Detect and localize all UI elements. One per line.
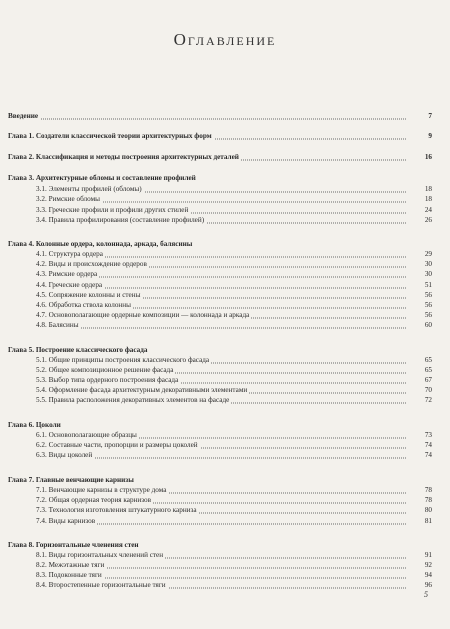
toc-page-number: 18 <box>408 184 432 194</box>
toc-entry-title: 5.5. Правила расположения декоративных элементов на фасаде <box>36 396 230 404</box>
toc-entry-title: 4.5. Сопряжение колонны и стены <box>36 291 141 299</box>
toc-entry-title: 4.2. Виды и происхождение ордеров <box>36 260 147 268</box>
toc-page-number: 18 <box>408 194 432 204</box>
toc-page-number: 16 <box>408 152 432 162</box>
toc-entry-title: 3.3. Греческие профили и профили других стилей <box>36 206 189 214</box>
toc-section <box>0 395 450 405</box>
toc-page-number: 78 <box>408 495 432 505</box>
toc-entry-title: Глава 8. Горизонтальные членения стен <box>8 541 139 549</box>
toc-entry-title: 3.4. Правила профилирования (составление профилей) <box>36 216 205 224</box>
toc-page-number: 26 <box>408 215 432 225</box>
toc-page-number: 30 <box>408 269 432 279</box>
toc-section <box>0 580 450 590</box>
toc-entry-title: 5.2. Общее композиционное решение фасада <box>36 366 174 374</box>
toc-page-number: 9 <box>408 131 432 141</box>
toc-entry-title: Глава 3. Архитектурные обломы и составление профилей <box>8 174 196 182</box>
toc-chapter <box>0 131 450 141</box>
page-title: Оглавление <box>173 30 277 49</box>
toc-entry-title: 4.3. Римские ордера <box>36 270 98 278</box>
toc-section <box>0 320 450 330</box>
toc-page-number: 56 <box>408 300 432 310</box>
toc-page-number: 92 <box>408 560 432 570</box>
toc-entry-title: 4.7. Основополагающие ордерные композиции — колоннада и аркада <box>36 311 250 319</box>
toc-page-number: 29 <box>408 249 432 259</box>
toc-page-number: 65 <box>408 365 432 375</box>
toc-entry-title: 5.4. Оформление фасада архитектурным декоративными элементами <box>36 386 248 394</box>
toc-page-number: 67 <box>408 375 432 385</box>
toc-entry-title: 6.1. Основополагающие образцы <box>36 431 137 439</box>
toc-entry-title: Глава 4. Колонные ордера, колоннада, аркада, балясины <box>8 240 193 248</box>
toc-entry-title: 3.2. Римские обломы <box>36 195 100 203</box>
toc-entry-title: 8.2. Межэтажные тяги <box>36 561 105 569</box>
page-number: 5 <box>424 590 428 599</box>
toc-entry-title: 4.1. Структура ордера <box>36 250 103 258</box>
toc-entry-title: 3.1. Элементы профилей (обломы) <box>36 185 142 193</box>
toc-page-number: 96 <box>408 580 432 590</box>
toc-page-number: 70 <box>408 385 432 395</box>
toc-page-number: 24 <box>408 205 432 215</box>
toc-section <box>0 516 450 526</box>
toc-page-number: 80 <box>408 505 432 515</box>
toc-page-number: 65 <box>408 355 432 365</box>
toc-page-number: 51 <box>408 280 432 290</box>
toc-entry-title: Глава 1. Создатели классической теории архитектурных форм <box>8 132 212 140</box>
toc-entry-title: 8.1. Виды горизонтальных членений стен <box>36 551 164 559</box>
toc-chapter <box>0 111 450 121</box>
toc-page-number: 78 <box>408 485 432 495</box>
toc-entry-title: 4.8. Балясины <box>36 321 79 329</box>
toc-entry-title: 7.2. Общая ордерная теория карнизов <box>36 496 152 504</box>
toc-entry-title: Глава 2. Классификация и методы построения архитектурных деталей <box>8 153 239 161</box>
toc-chapter <box>0 152 450 162</box>
toc-page-number: 74 <box>408 440 432 450</box>
toc-page-number: 7 <box>408 111 432 121</box>
toc-section <box>0 450 450 460</box>
toc-page-number: 56 <box>408 290 432 300</box>
toc-page-number: 73 <box>408 430 432 440</box>
toc-entry-title: Глава 7. Главные венчающие карнизы <box>8 476 134 484</box>
toc-entry-title: Введение <box>8 112 39 120</box>
toc-entry-title: 5.1. Общие принципы построения классического фасада <box>36 356 210 364</box>
toc-page-number: 91 <box>408 550 432 560</box>
toc-entry-title: 4.6. Обработка ствола колонны <box>36 301 131 309</box>
toc-entry-title: 6.3. Виды цоколей <box>36 451 93 459</box>
toc-entry-title: 7.3. Технология изготовления штукатурного карниза <box>36 506 197 514</box>
toc-page-number: 56 <box>408 310 432 320</box>
toc-page-number: 60 <box>408 320 432 330</box>
dot-leader <box>8 109 406 120</box>
toc-entry-title: 5.3. Выбор типа ордерного построения фасада <box>36 376 179 384</box>
toc-page-number: 81 <box>408 516 432 526</box>
toc-section <box>0 215 450 225</box>
toc-entry-title: 7.1. Венчающие карнизы в структуре дома <box>36 486 167 494</box>
toc-page-number: 72 <box>408 395 432 405</box>
toc-entry-title: 8.3. Подоконные тяги <box>36 571 102 579</box>
toc-entry-title: 4.4. Греческие ордера <box>36 281 103 289</box>
toc-entry-title: 8.4. Второстепенные горизонтальные тяги <box>36 581 166 589</box>
toc-entry-title: 7.4. Виды карнизов <box>36 517 96 525</box>
toc-entry-title: Глава 5. Построение классического фасада <box>8 346 148 354</box>
toc-page-number: 94 <box>408 570 432 580</box>
toc-page-number: 30 <box>408 259 432 269</box>
toc-entry-title: 6.2. Составные части, пропорции и размеры цоколей <box>36 441 198 449</box>
toc-entry-title: Глава 6. Цоколи <box>8 421 61 429</box>
toc-page-number: 74 <box>408 450 432 460</box>
